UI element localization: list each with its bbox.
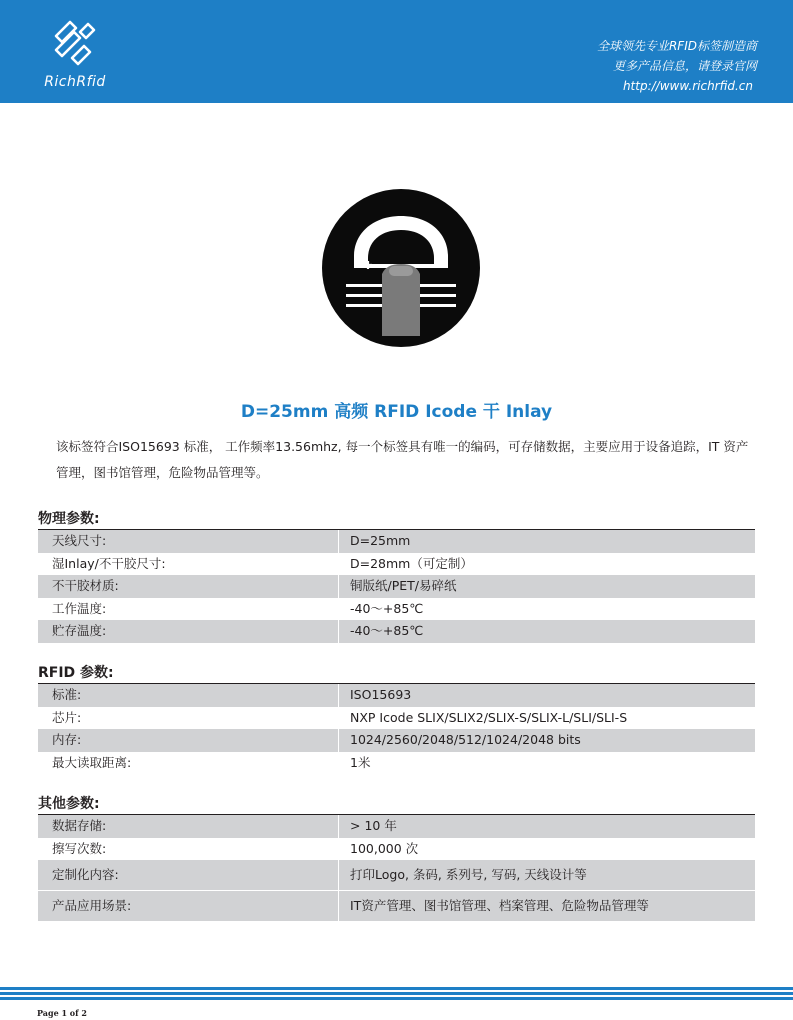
other-params-table [38,793,755,921]
param-name: 最大读取距离: [38,752,339,775]
param-name: 定制化内容: [38,860,339,890]
param-name: 湿Inlay/不干胶尺寸: [38,553,339,576]
param-value: 100,000 次 [350,840,419,856]
table-row [38,729,755,752]
table-row [38,598,755,621]
param-name: 产品应用场景: [38,891,339,921]
param-value: -40～+85℃ [350,600,424,616]
table-row [38,684,755,707]
param-value: IT资产管理、图书馆管理、档案管理、危险物品管理等 [350,898,649,914]
param-value: D=28mm（可定制） [350,555,473,571]
brand-name: RichRfid [44,74,106,90]
table-row [38,752,755,775]
param-value: 打印Logo, 条码, 系列号, 写码, 天线设计等 [350,867,587,883]
table-row [38,860,755,890]
section-title: RFID 参数: [38,662,755,684]
tagline-line-2: 更多产品信息，请登录官网 [612,59,757,73]
table-row [38,891,755,921]
product-title: D=25mm 高频 RFID Icode 干 Inlay [240,402,553,422]
param-name: 芯片: [38,707,339,730]
param-name: 工作温度: [38,598,339,621]
param-value: > 10 年 [350,818,397,833]
section-title: 其他参数: [38,793,755,815]
brand-logo [40,18,110,93]
header-tagline [597,36,757,96]
param-value: 铜版纸/PET/易碎纸 [350,578,457,594]
param-name: 贮存温度: [38,620,339,643]
param-value: NXP Icode SLIX/SLIX2/SLIX-S/SLIX-L/SLI/SLI-S [350,709,628,725]
param-value: 1024/2560/2048/512/1024/2048 bits [350,732,581,748]
page-header [0,0,793,103]
footer-rule [0,987,793,1002]
table-row [38,707,755,730]
param-name: 擦写次数: [38,838,339,861]
table-row [38,620,755,643]
physical-params-table [38,508,755,643]
section-title: 物理参数: [38,508,755,530]
page-number: Page 1 of 2 [37,1008,87,1018]
table-row [38,838,755,861]
rfid-params-table [38,662,755,774]
inlay-product-image [306,188,496,348]
param-value: ISO15693 [350,687,412,702]
table-row [38,553,755,576]
tagline-line-1: 全球领先专业RFID标签制造商 [596,39,757,53]
param-name: 天线尺寸: [38,530,339,553]
richrfid-logo-icon [52,18,98,68]
param-value: 1米 [350,754,371,770]
table-row [38,575,755,598]
param-name: 标准: [38,684,339,707]
website-link[interactable]: http://www.richrfid.cn [622,79,753,93]
param-name: 数据存储: [38,815,339,838]
table-row [38,815,755,838]
param-value: D=25mm [350,533,411,548]
table-row [38,530,755,553]
param-name: 内存: [38,729,339,752]
param-value: -40～+85℃ [350,623,424,639]
param-name: 不干胶材质: [38,575,339,598]
product-description: 该标签符合ISO15693 标准， 工作频率13.56mhz, 每一个标签具有唯一的编码，可存储数据，主要应用于设备追踪，IT 资产管理，图书馆管理，危险物品管理等。 [56,439,749,480]
